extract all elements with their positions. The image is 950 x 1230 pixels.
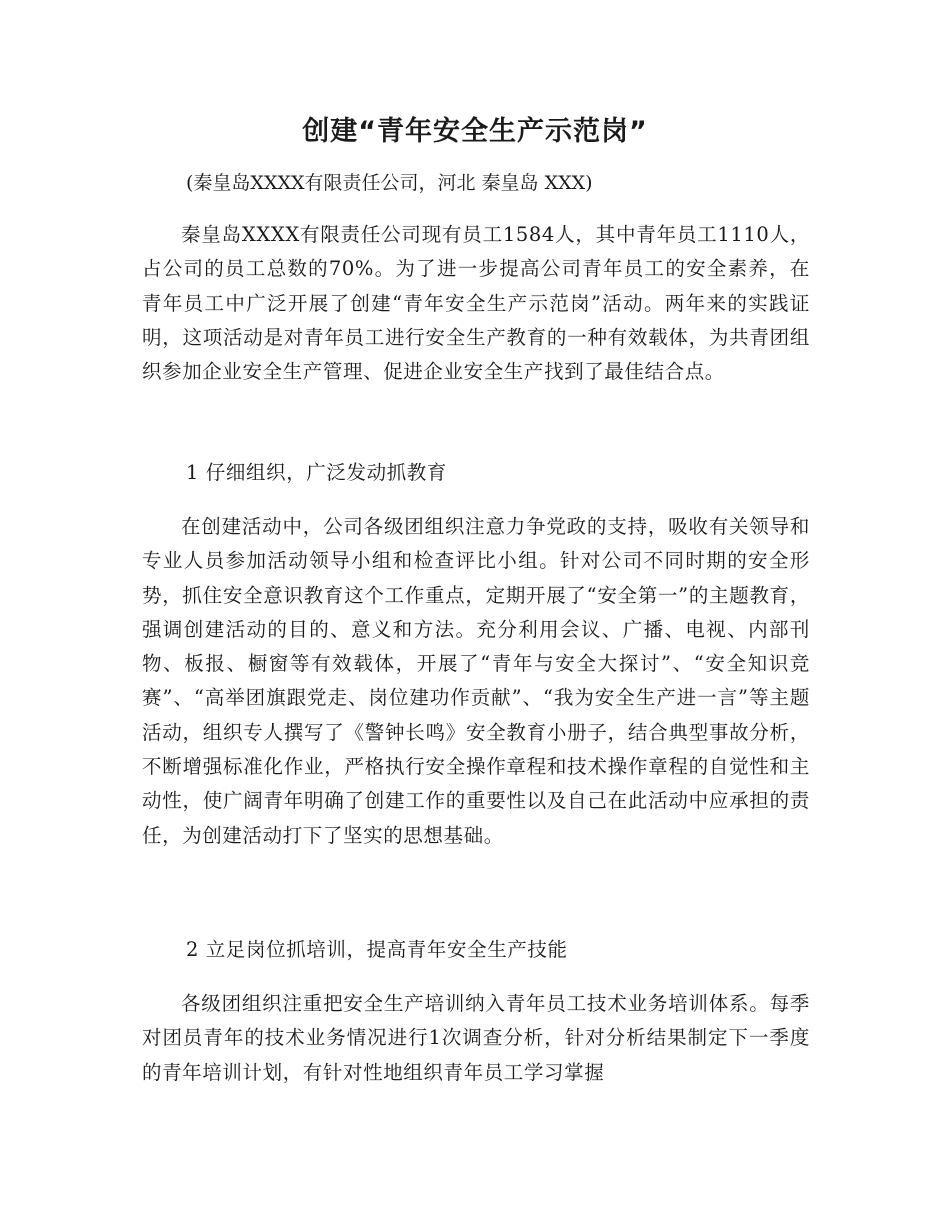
paragraph-section-2: 各级团组织注重把安全生产培训纳入青年员工技术业务培训体系。每季对团员青年的技术业务情况进行1次调查分析，针对分析结果制定下一季度的青年培训计划，有针对性地组织青年员工学习掌握: [142, 992, 810, 1084]
section-heading-2: 2 立足岗位抓培训，提高青年安全生产技能: [186, 938, 568, 961]
paragraph-intro: 秦皇岛XXXX有限责任公司现有员工1584人，其中青年员工1110人，占公司的员工总数的70%。为了进一步提高公司青年员工的安全素养，在青年员工中广泛开展了创建“青年安全生产示范岗”活动。两年来的实践证明，这项活动是对青年员工进行安全生产教育的一种有效载体，为共青团组织参加企业安全生产管理、促进企业安全生产找到了最佳结合点。: [142, 223, 810, 384]
document-title: 创建“青年安全生产示范岗”: [302, 116, 648, 147]
author-affiliation: (秦皇岛XXXX有限责任公司，河北 秦皇岛 XXX): [186, 172, 593, 194]
paragraph-section-1: 在创建活动中，公司各级团组织注意力争党政的支持，吸收有关领导和专业人员参加活动领导小组和检查评比小组。针对公司不同时期的安全形势，抓住安全意识教育这个工作重点，定期开展了“安全第一”的主题教育，强调创建活动的目的、意义和方法。充分利用会议、广播、电视、内部刊物、板报、橱窗等有效载体，开展了“青年与安全大探讨”、“安全知识竞赛”、“高举团旗跟党走、岗位建功作贡献”、“我为安全生产进一言”等主题活动，组织专人撰写了《警钟长鸣》安全教育小册子，结合典型事故分析，不断增强标准化作业，严格执行安全操作章程和技术操作章程的自觉性和主动性，使广阔青年明确了创建工作的重要性以及自己在此活动中应承担的责任，为创建活动打下了坚实的思想基础。: [142, 515, 810, 847]
section-heading-1: 1 仔细组织，广泛发动抓教育: [186, 461, 448, 484]
